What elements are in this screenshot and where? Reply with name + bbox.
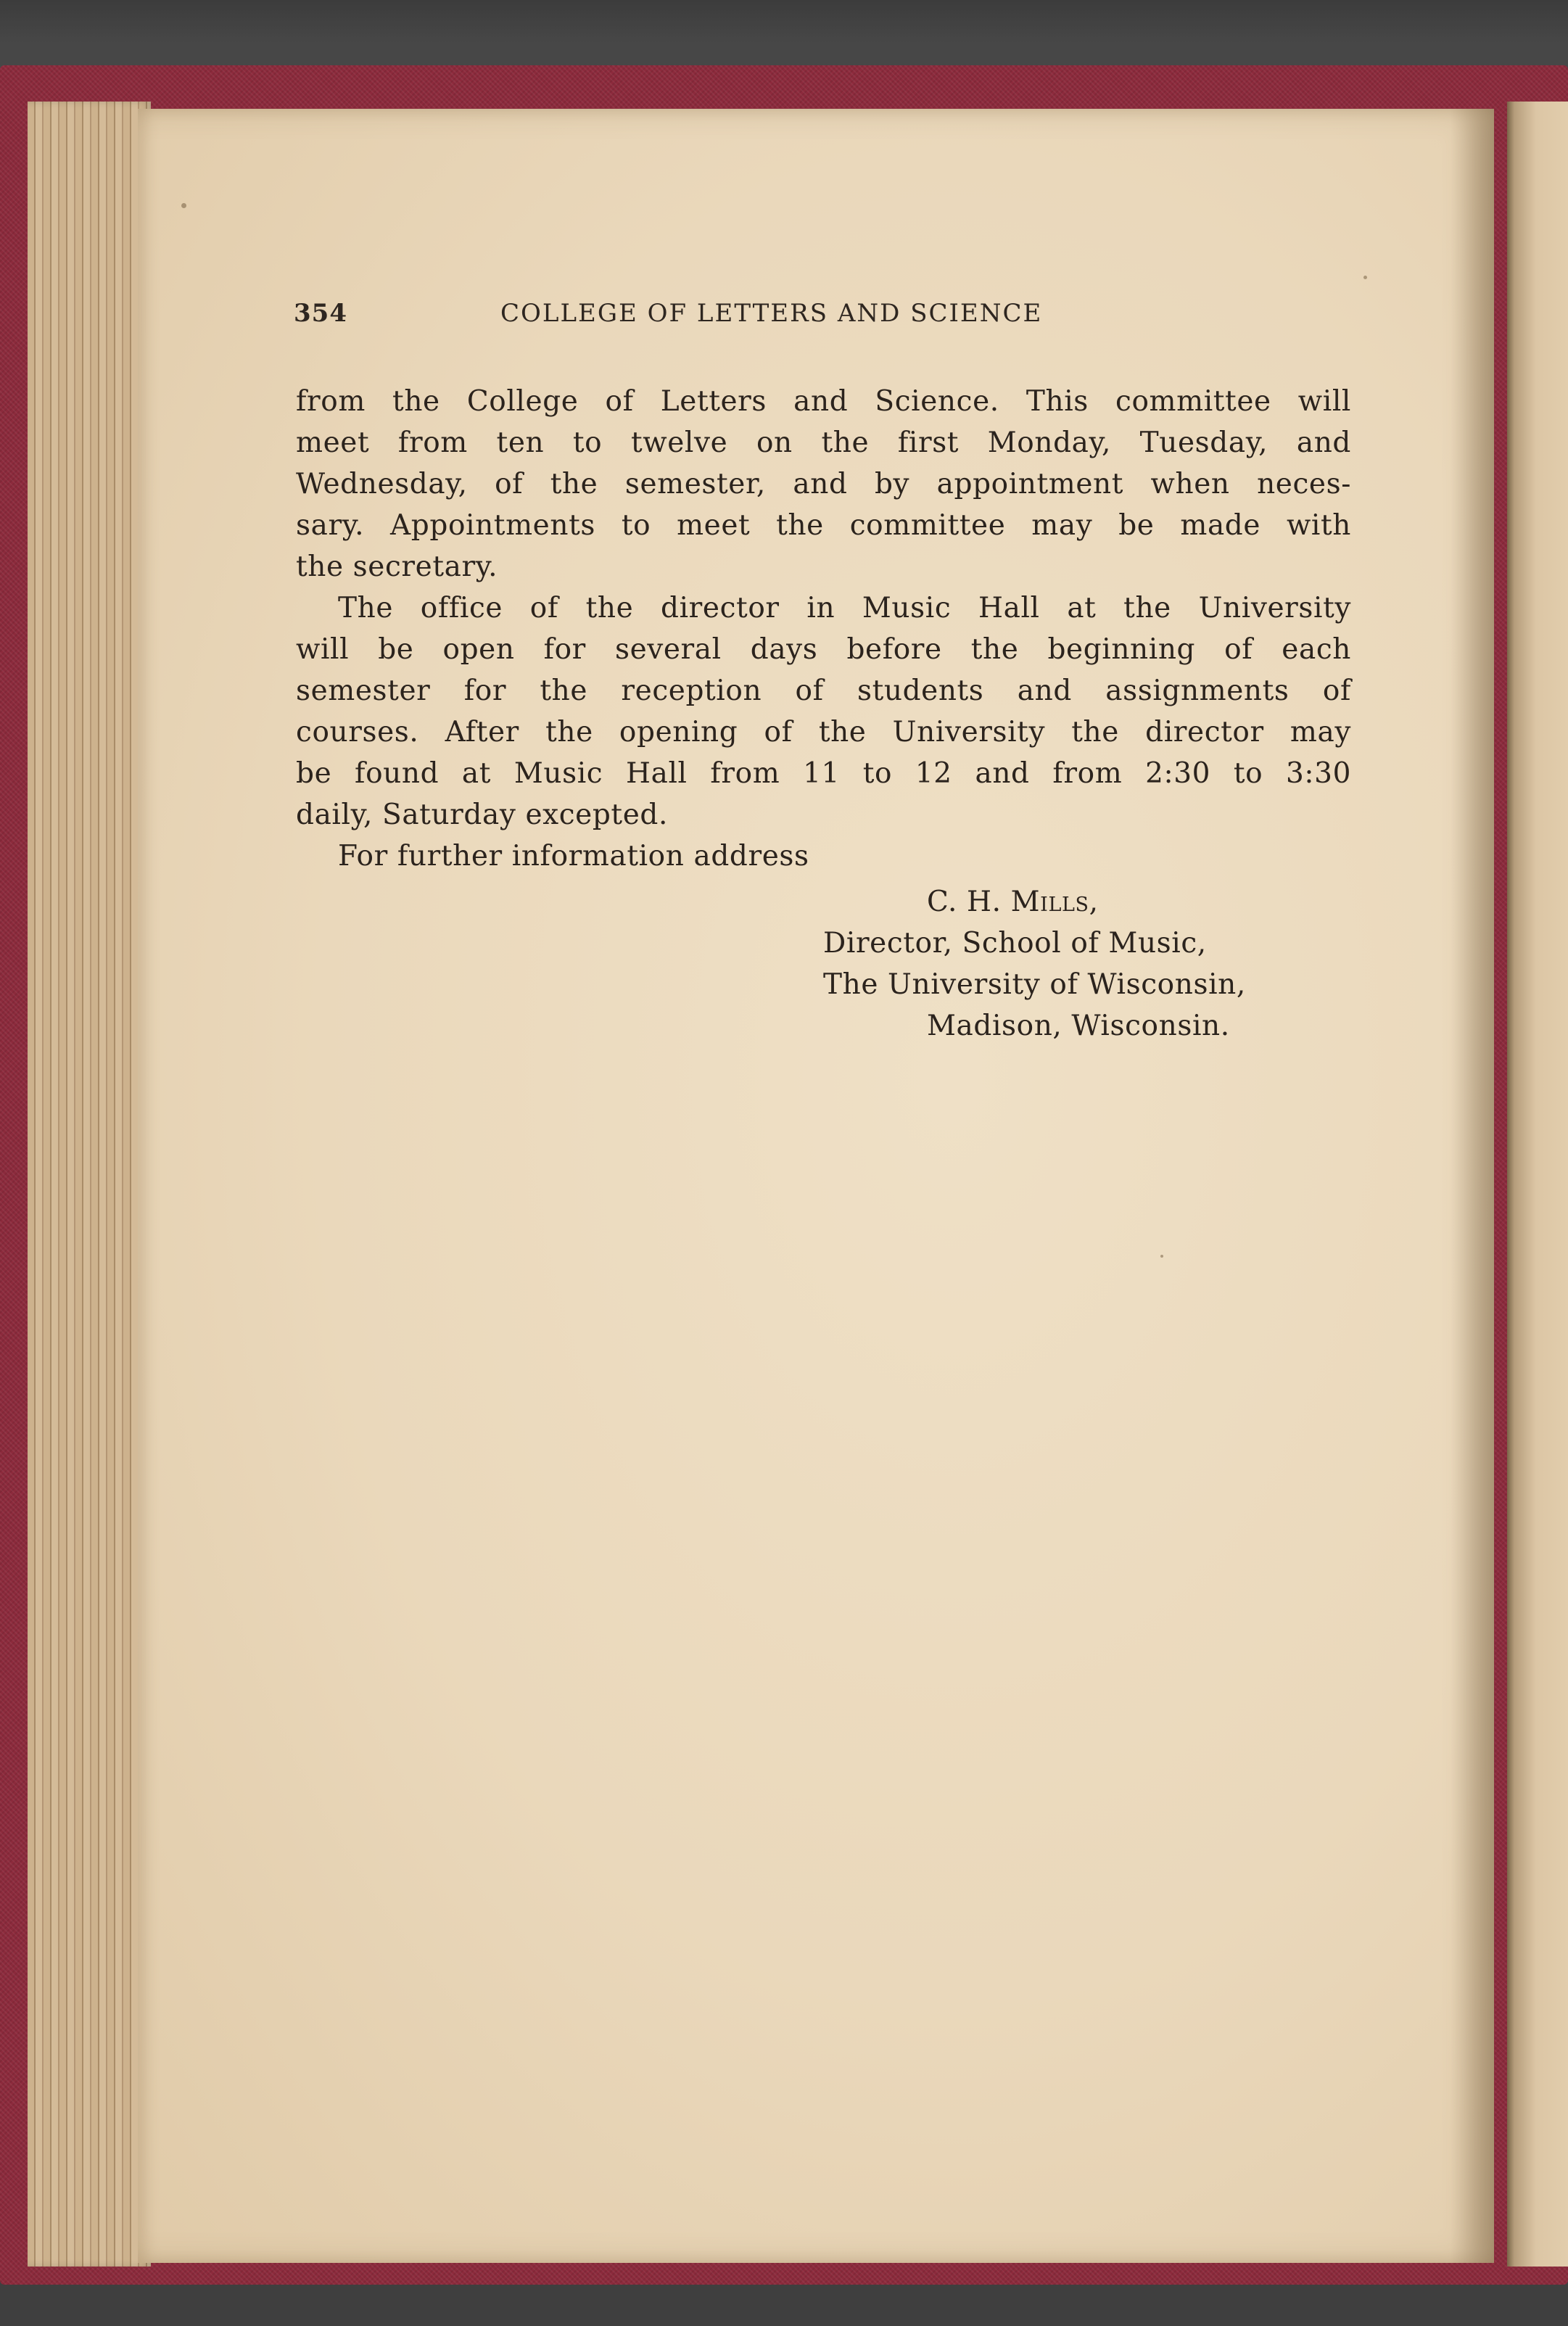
- text-line: meet from ten to twelve on the first Monday, Tuesday, and: [296, 426, 1351, 459]
- body-text: [296, 381, 1351, 877]
- gutter-shadow: [1451, 109, 1494, 2263]
- page-number: 354: [294, 299, 347, 328]
- running-title: COLLEGE OF LETTERS AND SCIENCE: [500, 299, 1043, 328]
- paper-speck: [1160, 1255, 1163, 1258]
- page-edges: [28, 102, 151, 2267]
- facing-page-edge: [1507, 102, 1568, 2267]
- text-line: courses. After the opening of the University the director may: [296, 716, 1351, 748]
- text-line: The office of the director in Music Hall at the University: [338, 592, 1351, 624]
- signature-organization: The University of Wisconsin,: [823, 968, 1246, 1001]
- paper-speck: [181, 203, 186, 208]
- paper-speck: [1363, 276, 1367, 279]
- text-line: be found at Music Hall from 11 to 12 and from 2:30 to 3:30: [296, 757, 1351, 790]
- signature-name: [927, 881, 1099, 923]
- signature-title: Director, School of Music,: [823, 927, 1207, 960]
- text-line: For further information address: [338, 840, 809, 873]
- running-head: [294, 299, 1142, 335]
- text-line: daily, Saturday excepted.: [296, 799, 668, 831]
- text-line: will be open for several days before the beginning of each: [296, 633, 1351, 666]
- signature-name-text: C. H. Mills,: [927, 886, 1099, 918]
- signature-location: Madison, Wisconsin.: [927, 1010, 1230, 1042]
- text-line: semester for the reception of students and assignments of: [296, 675, 1351, 707]
- text-line: sary. Appointments to meet the committee may be made with: [296, 509, 1351, 542]
- text-line: the secretary.: [296, 550, 498, 583]
- text-line: Wednesday, of the semester, and by appointment when neces-: [296, 468, 1351, 500]
- text-line: from the College of Letters and Science. This committee will: [296, 385, 1351, 418]
